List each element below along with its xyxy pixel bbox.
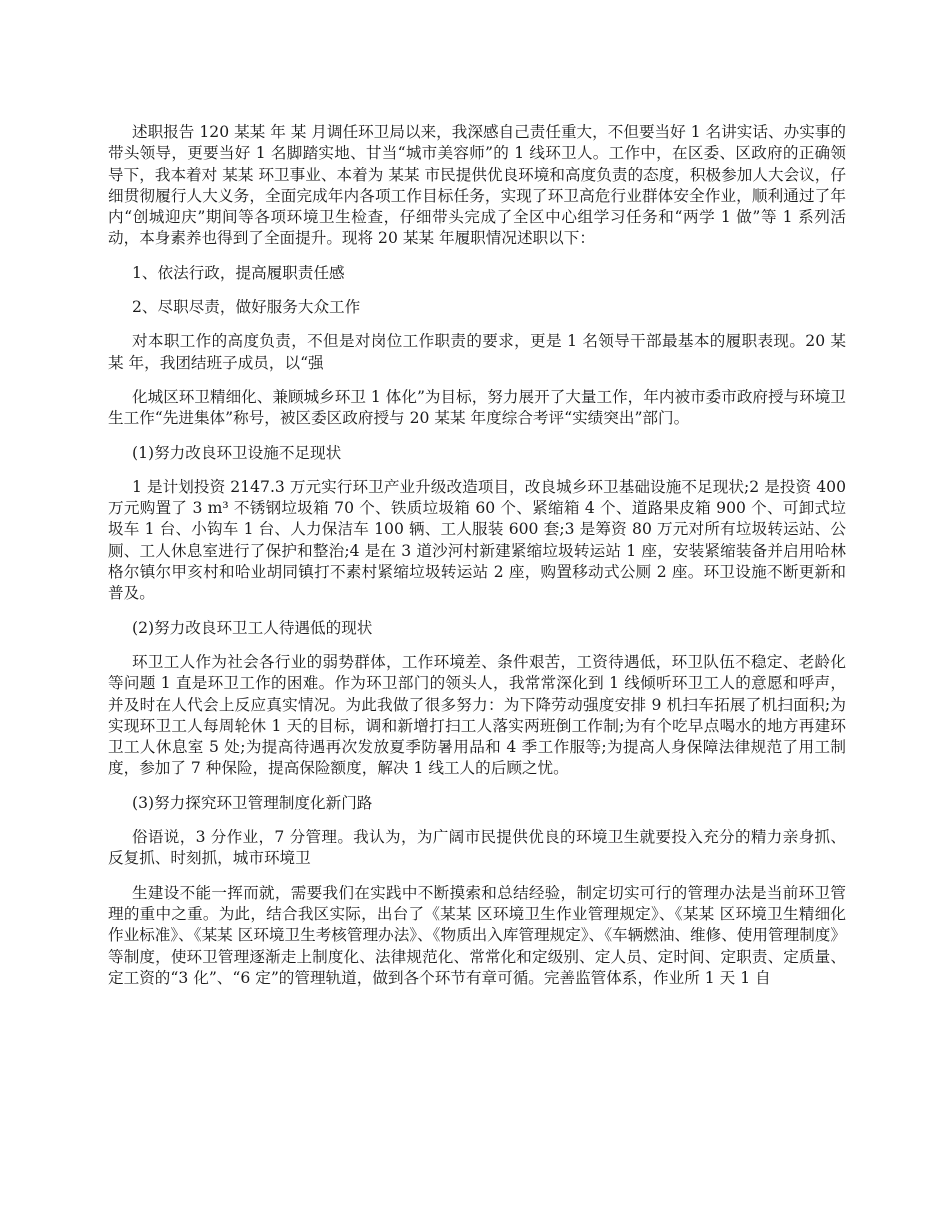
document-body xyxy=(108,122,846,1002)
subsection-heading-1: (1)努力改良环卫设施不足现状 xyxy=(132,443,342,462)
body-paragraph: 化城区环卫精细化、兼顾城乡环卫 1 体化”为目标，努力展开了大量工作，年内被市委市政府授与环境卫生工作“先进集体”称号，被区委区政府授与 20 某某 年度综合考评“实绩突出”部门。 xyxy=(108,387,846,428)
section-heading-1: 1、依法行政，提高履职责任感 xyxy=(132,263,345,282)
body-paragraph: 1 是计划投资 2147.3 万元实行环卫产业升级改造项目，改良城乡环卫基础设施不足现状;2 是投资 400 万元购置了 3 m³ 不锈钢垃圾箱 70 个、铁质垃圾箱 60 个、紧缩箱 4 个、道路果皮箱 900 个、可卸式垃圾车 1 台、小钩车 1 台、人力保洁车 100 辆、工人服装 600 套;3 是筹资 80 万元对所有垃圾转运站、公厕、工人休息室进行了保护和整治;4 是在 3 道沙河村新建紧缩垃圾转运站 1 座，安装紧缩装备并启用哈林格尔镇尔甲亥村和哈业胡同镇打不素村紧缩垃圾转运站 2 座，购置移动式公厕 2 座。环卫设施不断更新和普及。 xyxy=(108,477,846,603)
section-heading-2: 2、尽职尽责，做好服务大众工作 xyxy=(132,298,361,317)
body-paragraph: 生建设不能一挥而就，需要我们在实践中不断摸索和总结经验，制定切实可行的管理办法是当前环卫管理的重中之重。为此，结合我区实际，出台了《某某 区环境卫生作业管理规定》、《某某 区环境卫生精细化作业标准》、《某某 区环境卫生考核管理办法》、《物质出入库管理规定》、《车辆燃油、维修、使用管理制度》等制度，使环卫管理逐渐走上制度化、法律规范化、常常化和定级别、定人员、定时间、定职责、定质量、定工资的“3 化”、“6 定”的管理轨道，做到各个环节有章可循。完善监管体系，作业所 1 天 1 自 xyxy=(108,883,846,987)
subsection-heading-3: (3)努力探究环卫管理制度化新门路 xyxy=(132,793,373,812)
intro-paragraph: 述职报告 120 某某 年 某 月调任环卫局以来，我深感自己责任重大，不但要当好 1 名讲实话、办实事的带头领导，更要当好 1 名脚踏实地、甘当“城市美容师”的 1 线环卫人。工作中，在区委、区政府的正确领导下，我本着对 某某 环卫事业、本着为 某某 市民提供优良环境和高度负责的态度，积极参加人大会议，仔细贯彻履行人大义务，全面完成年内各项工作目标任务，实现了环卫高危行业群体安全作业，顺利通过了年内“创城迎庆”期间等各项环境卫生检查，仔细带头完成了全区中心组学习任务和“两学 1 做”等 1 系列活动，本身素养也得到了全面提升。现将 20 某某 年履职情况述职以下： xyxy=(108,123,846,248)
body-paragraph: 环卫工人作为社会各行业的弱势群体，工作环境差、条件艰苦，工资待遇低，环卫队伍不稳定、老龄化等问题 1 直是环卫工作的困难。作为环卫部门的领头人，我常常深化到 1 线倾听环卫工人的意愿和呼声，并及时在人代会上反应真实情况。为此我做了很多努力：为下降劳动强度安排 9 机扫车拓展了机扫面积;为实现环卫工人每周轮休 1 天的目标，调和新增打扫工人落实两班倒工作制;为有个吃早点喝水的地方再建环卫工人休息室 5 处;为提高待遇再次发放夏季防暑用品和 4 季工作服等;为提高人身保障法律规范了用工制度，参加了 7 种保险，提高保险额度，解决 1 线工人的后顾之忧。 xyxy=(108,652,846,778)
body-paragraph: 俗语说，3 分作业，7 分管理。我认为，为广阔市民提供优良的环境卫生就要投入充分的精力亲身抓、反复抓、时刻抓，城市环境卫 xyxy=(108,828,846,868)
subsection-heading-2: (2)努力改良环卫工人待遇低的现状 xyxy=(132,618,373,637)
body-paragraph: 对本职工作的高度负责，不但是对岗位工作职责的要求，更是 1 名领导干部最基本的履职表现。20 某某 年，我团结班子成员，以“强 xyxy=(108,332,846,372)
